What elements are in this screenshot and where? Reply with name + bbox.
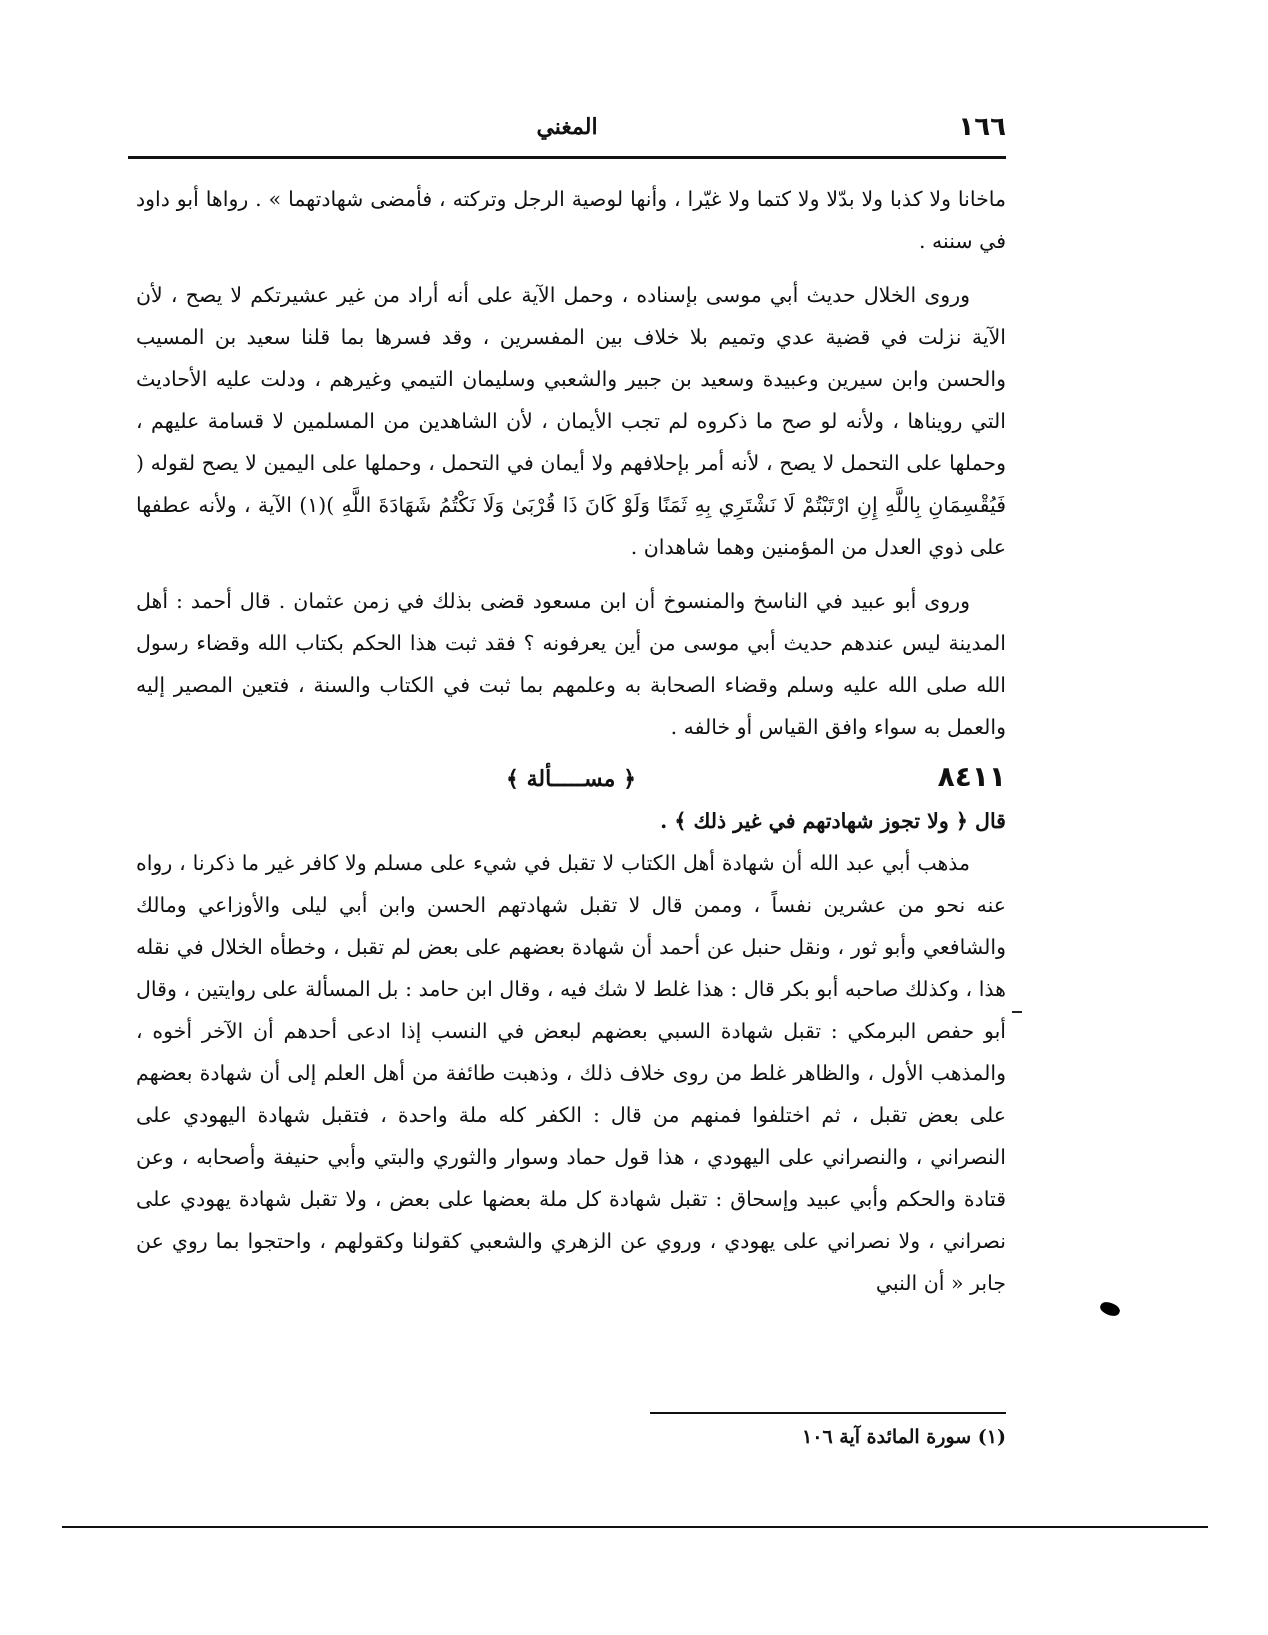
paragraph-gap xyxy=(136,568,1006,580)
issue-number: ٨٤١١ xyxy=(937,760,1006,793)
paragraph-2: وروى الخلال حديث أبي موسى بإسناده ، وحمل الآية على أنه أراد من غير عشيرتكم لا يصح ، لأن الآية نزلت في قضية عدي وتميم بلا خلاف بين المفسرين ، وقد فسرها بما قلنا سعيد بن المسيب والحسن وابن سيرين وعبيدة وسعيد بن جبير والشعبي وسليمان التيمي وغيرهم ، ودلت عليه الأحاديث التي رويناها ، ولأنه لو صح ما ذكروه لم تجب الأيمان ، لأن الشاهدين من المسلمين لا قسامة عليهم ، وحملها على التحمل لا يصح ، لأنه أمر بإحلافهم ولا أيمان في التحمل ، وحملها على اليمين لا يصح لقوله ( فَيُقْسِمَانِ بِاللَّهِ إِنِ ارْتَبْتُمْ لَا نَشْتَرِي بِهِ ثَمَنًا وَلَوْ كَانَ ذَا قُرْبَىٰ وَلَا نَكْتُمُ شَهَادَةَ اللَّهِ )(١) الآية ، ولأنه عطفها على ذوي العدل من المؤمنين وهما شاهدان . xyxy=(136,283,1006,559)
running-title: المغني xyxy=(536,114,598,140)
footnote: (١) سورة المائدة آية ١٠٦ xyxy=(802,1426,1006,1448)
footnote-rule xyxy=(650,1412,1006,1414)
bottom-rule xyxy=(62,1526,1208,1528)
page-body xyxy=(136,178,1006,1304)
paragraph-1: ماخانا ولا كذبا ولا بدّلا ولا كتما ولا غيّرا ، وأنها لوصية الرجل وتركته ، فأمضى شهادتهما » . رواها أبو داود في سننه . xyxy=(136,187,1006,253)
margin-mark xyxy=(1012,1011,1022,1013)
issue-body: مذهب أبي عبد الله أن شهادة أهل الكتاب لا تقبل في شيء على مسلم ولا كافر غير ما ذكرنا ، رواه عنه نحو من عشرين نفساً ، وممن قال لا تقبل شهادتهم الحسن وابن أبي ليلى والأوزاعي ومالك والشافعي وأبو ثور ، ونقل حنبل عن أحمد أن شهادة بعضهم على بعض لم تقبل ، وخطأه الخلال في نقله هذا ، وكذلك صاحبه أبو بكر قال : هذا غلط لا شك فيه ، وقال ابن حامد : بل المسألة على روايتين ، وقال أبو حفص البرمكي : تقبل شهادة السبي بعضهم لبعض في النسب إذا ادعى أحدهم أن الآخر أخوه ، والمذهب الأول ، والظاهر غلط من روى خلاف ذلك ، وذهبت طائفة من أهل العلم إلى أن شهادة بعضهم على بعض تقبل ، ثم اختلفوا فمنهم من قال : الكفر كله ملة واحدة ، فتقبل شهادة اليهودي على النصراني ، والنصراني على اليهودي ، هذا قول حماد وسوار والثوري والبتي وأبي حنيفة وأصحابه ، وعن قتادة والحكم وأبي عبيد وإسحاق : تقبل شهادة كل ملة بعضها على بعض ، ولا تقبل شهادة يهودي على نصراني ، ولا نصراني على يهودي ، وروي عن الزهري والشعبي كقولنا وكقولهم ، واحتجوا بما روي عن جابر « أن النبي xyxy=(136,851,1006,1295)
issue-heading-line xyxy=(136,756,1006,800)
issue-heading: ﴿ مســـــألة ﴾ xyxy=(506,766,636,792)
paragraph-gap xyxy=(136,262,1006,274)
header-rule xyxy=(128,156,1006,159)
ink-blot xyxy=(1098,1299,1121,1318)
page-header xyxy=(128,112,1006,152)
paragraph-3: وروى أبو عبيد في الناسخ والمنسوخ أن ابن مسعود قضى بذلك في زمن عثمان . قال أحمد : أهل المدينة ليس عندهم حديث أبي موسى من أين يعرفونه ؟ فقد ثبت هذا الحكم بكتاب الله وقضاء رسول الله صلى الله عليه وسلم وقضاء الصحابة به وعلمهم بما ثبت في الكتاب والسنة ، فتعين المصير إليه والعمل به سواء وافق القياس أو خالفه . xyxy=(136,589,1006,739)
issue-statement: قال ﴿ ولا تجوز شهادتهم في غير ذلك ﴾ . xyxy=(660,809,1006,833)
page-number: ١٦٦ xyxy=(958,112,1006,142)
